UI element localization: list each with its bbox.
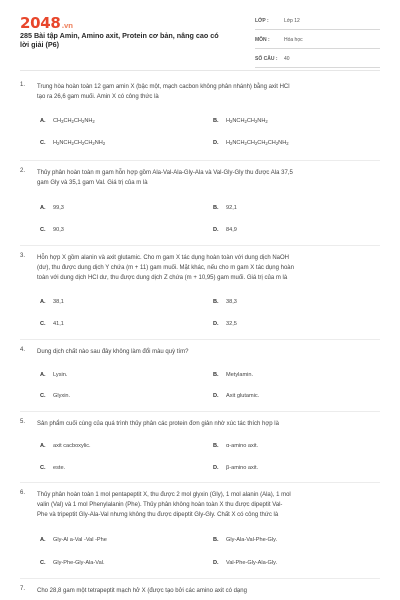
- answer-option-a[interactable]: [40, 537, 107, 543]
- question-divider: [20, 411, 380, 412]
- option-text: Val-Phe-Gly-Ala-Gly.: [226, 560, 278, 566]
- answer-option-a[interactable]: [40, 118, 95, 124]
- option-text: Lysin.: [53, 372, 68, 378]
- question-text-line: Trung hòa hoàn toàn 12 gam amin X (bậc một, mạch cacbon không phân nhánh) bằng axit HCl: [37, 84, 290, 90]
- option-text: 90,3: [53, 227, 64, 233]
- question-number: 6.: [20, 490, 26, 496]
- answer-option-b[interactable]: [213, 205, 237, 211]
- question-text: [37, 490, 377, 520]
- question-text-line: Thủy phân hoàn toàn 1 mol pentapeptit X, thu được 2 mol glyxin (Gly), 1 mol alanin (Ala), 1 mol: [37, 492, 291, 498]
- answer-option-d[interactable]: [213, 321, 237, 327]
- answer-option-c[interactable]: [40, 140, 105, 146]
- option-key: D.: [213, 227, 219, 233]
- option-key: C.: [40, 465, 46, 471]
- meta-label: LỚP :: [255, 18, 269, 24]
- question-number: 4.: [20, 347, 26, 353]
- logo-text: 2048: [20, 14, 61, 32]
- option-text: Gly-Phe-Gly-Ala-Val.: [53, 560, 105, 566]
- meta-row-subject: [255, 33, 380, 49]
- question-text: [37, 253, 377, 283]
- answer-option-c[interactable]: [40, 321, 64, 327]
- option-text: Axit glutamic.: [226, 393, 260, 399]
- document-title-line: lời giải (P6): [20, 40, 60, 49]
- answer-option-c[interactable]: [40, 465, 65, 471]
- question-divider: [20, 578, 380, 579]
- option-key: B.: [213, 537, 219, 543]
- option-key: D.: [213, 140, 219, 146]
- meta-label: SỐ CÂU :: [255, 56, 278, 62]
- answer-option-a[interactable]: [40, 443, 91, 449]
- option-key: D.: [213, 465, 219, 471]
- option-key: D.: [213, 393, 219, 399]
- answer-option-b[interactable]: [213, 443, 258, 449]
- question-text: [37, 586, 377, 596]
- option-text: este.: [53, 465, 66, 471]
- option-text: 38,3: [226, 299, 237, 305]
- meta-label: MÔN :: [255, 37, 270, 43]
- option-text: $CH_3CH_2CH_2NH_2$: [53, 118, 95, 124]
- answer-option-a[interactable]: [40, 205, 64, 211]
- option-key: A.: [40, 537, 46, 543]
- question-text-line: Phe và tripeptit Gly-Ala-Val nhưng không thu được dipeptit Gly-Gly. Chất X có công thức là: [37, 512, 279, 518]
- answer-option-d[interactable]: [213, 560, 277, 566]
- option-key: B.: [213, 118, 219, 124]
- answer-option-b[interactable]: [213, 118, 268, 124]
- meta-value: 40: [284, 56, 290, 62]
- option-key: B.: [213, 299, 219, 305]
- question-text: [37, 347, 377, 357]
- meta-value: Lớp 12: [284, 18, 300, 24]
- option-key: D.: [213, 560, 219, 566]
- option-text: 38,1: [53, 299, 64, 305]
- option-key: B.: [213, 443, 219, 449]
- option-text: 92,1: [226, 205, 237, 211]
- header-divider: [20, 70, 380, 71]
- option-text: Metylamin.: [226, 372, 254, 378]
- answer-option-d[interactable]: [213, 140, 289, 146]
- document-meta: [255, 14, 380, 71]
- option-text: $H_2NCH_2CH_2CH_2NH_2$: [53, 140, 106, 146]
- meta-value: Hóa học: [284, 37, 303, 43]
- option-text: $H_2NCH_2CH_2CH_2CH_2NH_2$: [226, 140, 289, 146]
- option-text: axit cacboxylic.: [53, 443, 91, 449]
- document-title: [20, 31, 240, 49]
- answer-option-c[interactable]: [40, 227, 64, 233]
- question-text-line: gam Gly và 35,1 gam Val. Giá trị của m là: [37, 180, 148, 186]
- question-number: 7.: [20, 586, 26, 592]
- option-key: A.: [40, 372, 46, 378]
- answer-option-a[interactable]: [40, 372, 67, 378]
- option-text: 84,9: [226, 227, 237, 233]
- option-text: Glyxin.: [53, 393, 71, 399]
- option-key: C.: [40, 560, 46, 566]
- question-text: [37, 82, 377, 102]
- answer-option-b[interactable]: [213, 372, 253, 378]
- option-key: B.: [213, 205, 219, 211]
- option-key: A.: [40, 205, 46, 211]
- option-text: α-amino axit.: [226, 443, 259, 449]
- answer-option-b[interactable]: [213, 299, 237, 305]
- answer-option-c[interactable]: [40, 393, 70, 399]
- meta-row-class: [255, 14, 380, 30]
- option-text: 32,5: [226, 321, 237, 327]
- question-text-line: Hỗn hợp X gồm alanin và axit glutamic. Cho m gam X tác dụng hoàn toàn với dung dịch NaOH: [37, 255, 290, 261]
- question-text-line: Sản phẩm cuối cùng của quá trình thủy phân các protein đơn giản nhờ xúc tác thích hợp là: [37, 421, 279, 427]
- option-key: C.: [40, 227, 46, 233]
- answer-option-d[interactable]: [213, 465, 258, 471]
- question-number: 5.: [20, 419, 26, 425]
- answer-option-a[interactable]: [40, 299, 64, 305]
- option-text: Gly-Al a-Val -Val -Phe: [53, 537, 107, 543]
- question-text-line: Cho 28,8 gam một tetrapeptit mạch hở X (được tạo bởi các amino axit có dạng: [37, 588, 247, 594]
- option-key: C.: [40, 321, 46, 327]
- question-divider: [20, 339, 380, 340]
- question-divider: [20, 482, 380, 483]
- question-number: 1.: [20, 82, 26, 88]
- document-title-line: 285 Bài tập Amin, Amino axit, Protein cơ bản, nâng cao có: [20, 31, 219, 40]
- option-key: C.: [40, 393, 46, 399]
- question-divider: [20, 160, 380, 161]
- option-key: A.: [40, 299, 46, 305]
- document-header: [0, 0, 400, 70]
- question-divider: [20, 245, 380, 246]
- option-key: D.: [213, 321, 219, 327]
- question-text-line: (dư), thu được dung dịch Y chứa (m + 11) gam muối. Mặt khác, nếu cho m gam X tác dụng hoàn: [37, 265, 294, 271]
- option-text: β-amino axit.: [226, 465, 259, 471]
- answer-option-d[interactable]: [213, 227, 237, 233]
- option-key: A.: [40, 118, 46, 124]
- option-text: 99,3: [53, 205, 64, 211]
- option-text: 41,1: [53, 321, 64, 327]
- option-key: A.: [40, 443, 46, 449]
- answer-option-b[interactable]: [213, 537, 277, 543]
- question-text-line: tạo ra 26,6 gam muối. Amin X có công thức là: [37, 94, 159, 100]
- option-key: C.: [40, 140, 46, 146]
- answer-option-d[interactable]: [213, 393, 259, 399]
- logo-suffix: .vn: [61, 22, 73, 30]
- question-text-line: Dung dịch chất nào sau đây không làm đổi màu quỳ tím?: [37, 349, 189, 355]
- question-text-line: Thủy phân hoàn toàn m gam hỗn hợp gồm Ala-Val-Ala-Gly-Ala và Val-Gly-Gly thu được Ala 37,5: [37, 170, 293, 176]
- option-text: $H_2NCH_2CH_2NH_2$: [226, 118, 268, 124]
- question-text: [37, 168, 377, 188]
- question-text-line: valin (Val) và 1 mol Phenylalanin (Phe). Thủy phân không hoàn toàn X thu được dipeptit Val-: [37, 502, 283, 508]
- option-text: Gly-Ala-Val-Phe-Gly.: [226, 537, 278, 543]
- option-key: B.: [213, 372, 219, 378]
- site-logo[interactable]: [20, 14, 73, 32]
- answer-option-c[interactable]: [40, 560, 105, 566]
- question-number: 2.: [20, 168, 26, 174]
- meta-row-count: [255, 52, 380, 68]
- question-number: 3.: [20, 253, 26, 259]
- question-text: [37, 419, 377, 429]
- question-text-line: toàn với dung dịch HCl dư, thu được dung dịch Z chứa (m + 10,95) gam muối. Giá trị của m là: [37, 275, 288, 281]
